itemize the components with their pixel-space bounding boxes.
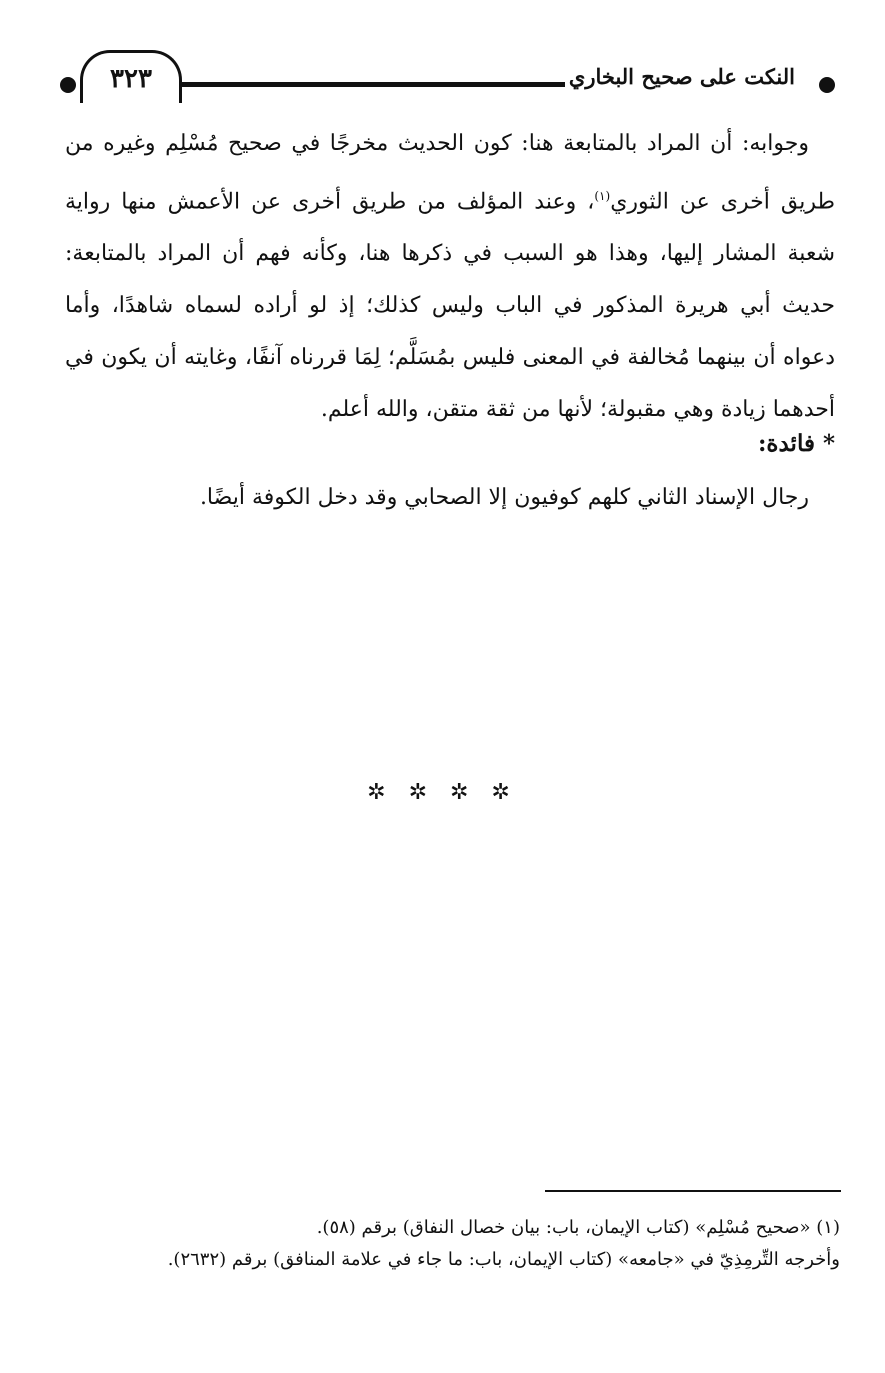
faida-heading: * فائدة: xyxy=(757,430,835,457)
section-separator: ✲ ✲ ✲ ✲ xyxy=(367,780,518,805)
footnote-reference[interactable]: (١) xyxy=(594,189,611,203)
faida-text: رجال الإسناد الثاني كلهم كوفيون إلا الصحابي وقد دخل الكوفة أيضًا. xyxy=(199,485,809,510)
header-left-dot xyxy=(60,77,76,93)
footnote-rule xyxy=(545,1190,841,1192)
footnote-line: (١) «صحيح مُسْلِم» (كتاب الإيمان، باب: بيان خصال النفاق) برقم (٥٨). xyxy=(316,1217,840,1238)
page-number: ٣٢٣ xyxy=(80,50,182,103)
footnotes xyxy=(100,1212,840,1276)
paragraph-text: وجوابه: أن المراد بالمتابعة هنا: كون الحديث مخرجًا في صحيح مُسْلِم وغيره من طريق أخرى عن الثوري xyxy=(65,131,835,215)
header-right-dot xyxy=(819,77,835,93)
running-title: النكت على صحيح البخاري xyxy=(568,64,795,89)
main-paragraph xyxy=(65,118,835,436)
header-rule xyxy=(155,82,565,87)
footnote-line: وأخرجه التِّرمِذِيّ في «جامعه» (كتاب الإيمان، باب: ما جاء في علامة المنافق) برقم (٢٦٣٢). xyxy=(167,1249,840,1270)
paragraph-text-rest: ، وعند المؤلف من طريق أخرى عن الأعمش منها رواية شعبة المشار إليها، وهذا هو السبب في ذكرها هنا، وكأنه فهم أن المراد بالمتابعة: حديث أبي هريرة المذكور في الباب وليس كذلك؛ إذ لو أراده لسماه شاهدًا، وأما دعواه أن بينهما مُخالفة في المعنى فليس بمُسَلَّم؛ لِمَا قررناه آنفًا، وغايته أن يكون في أحدهما زيادة وهي مقبولة؛ لأنها من ثقة متقن، والله أعلم. xyxy=(65,189,835,423)
page-header xyxy=(60,50,835,110)
